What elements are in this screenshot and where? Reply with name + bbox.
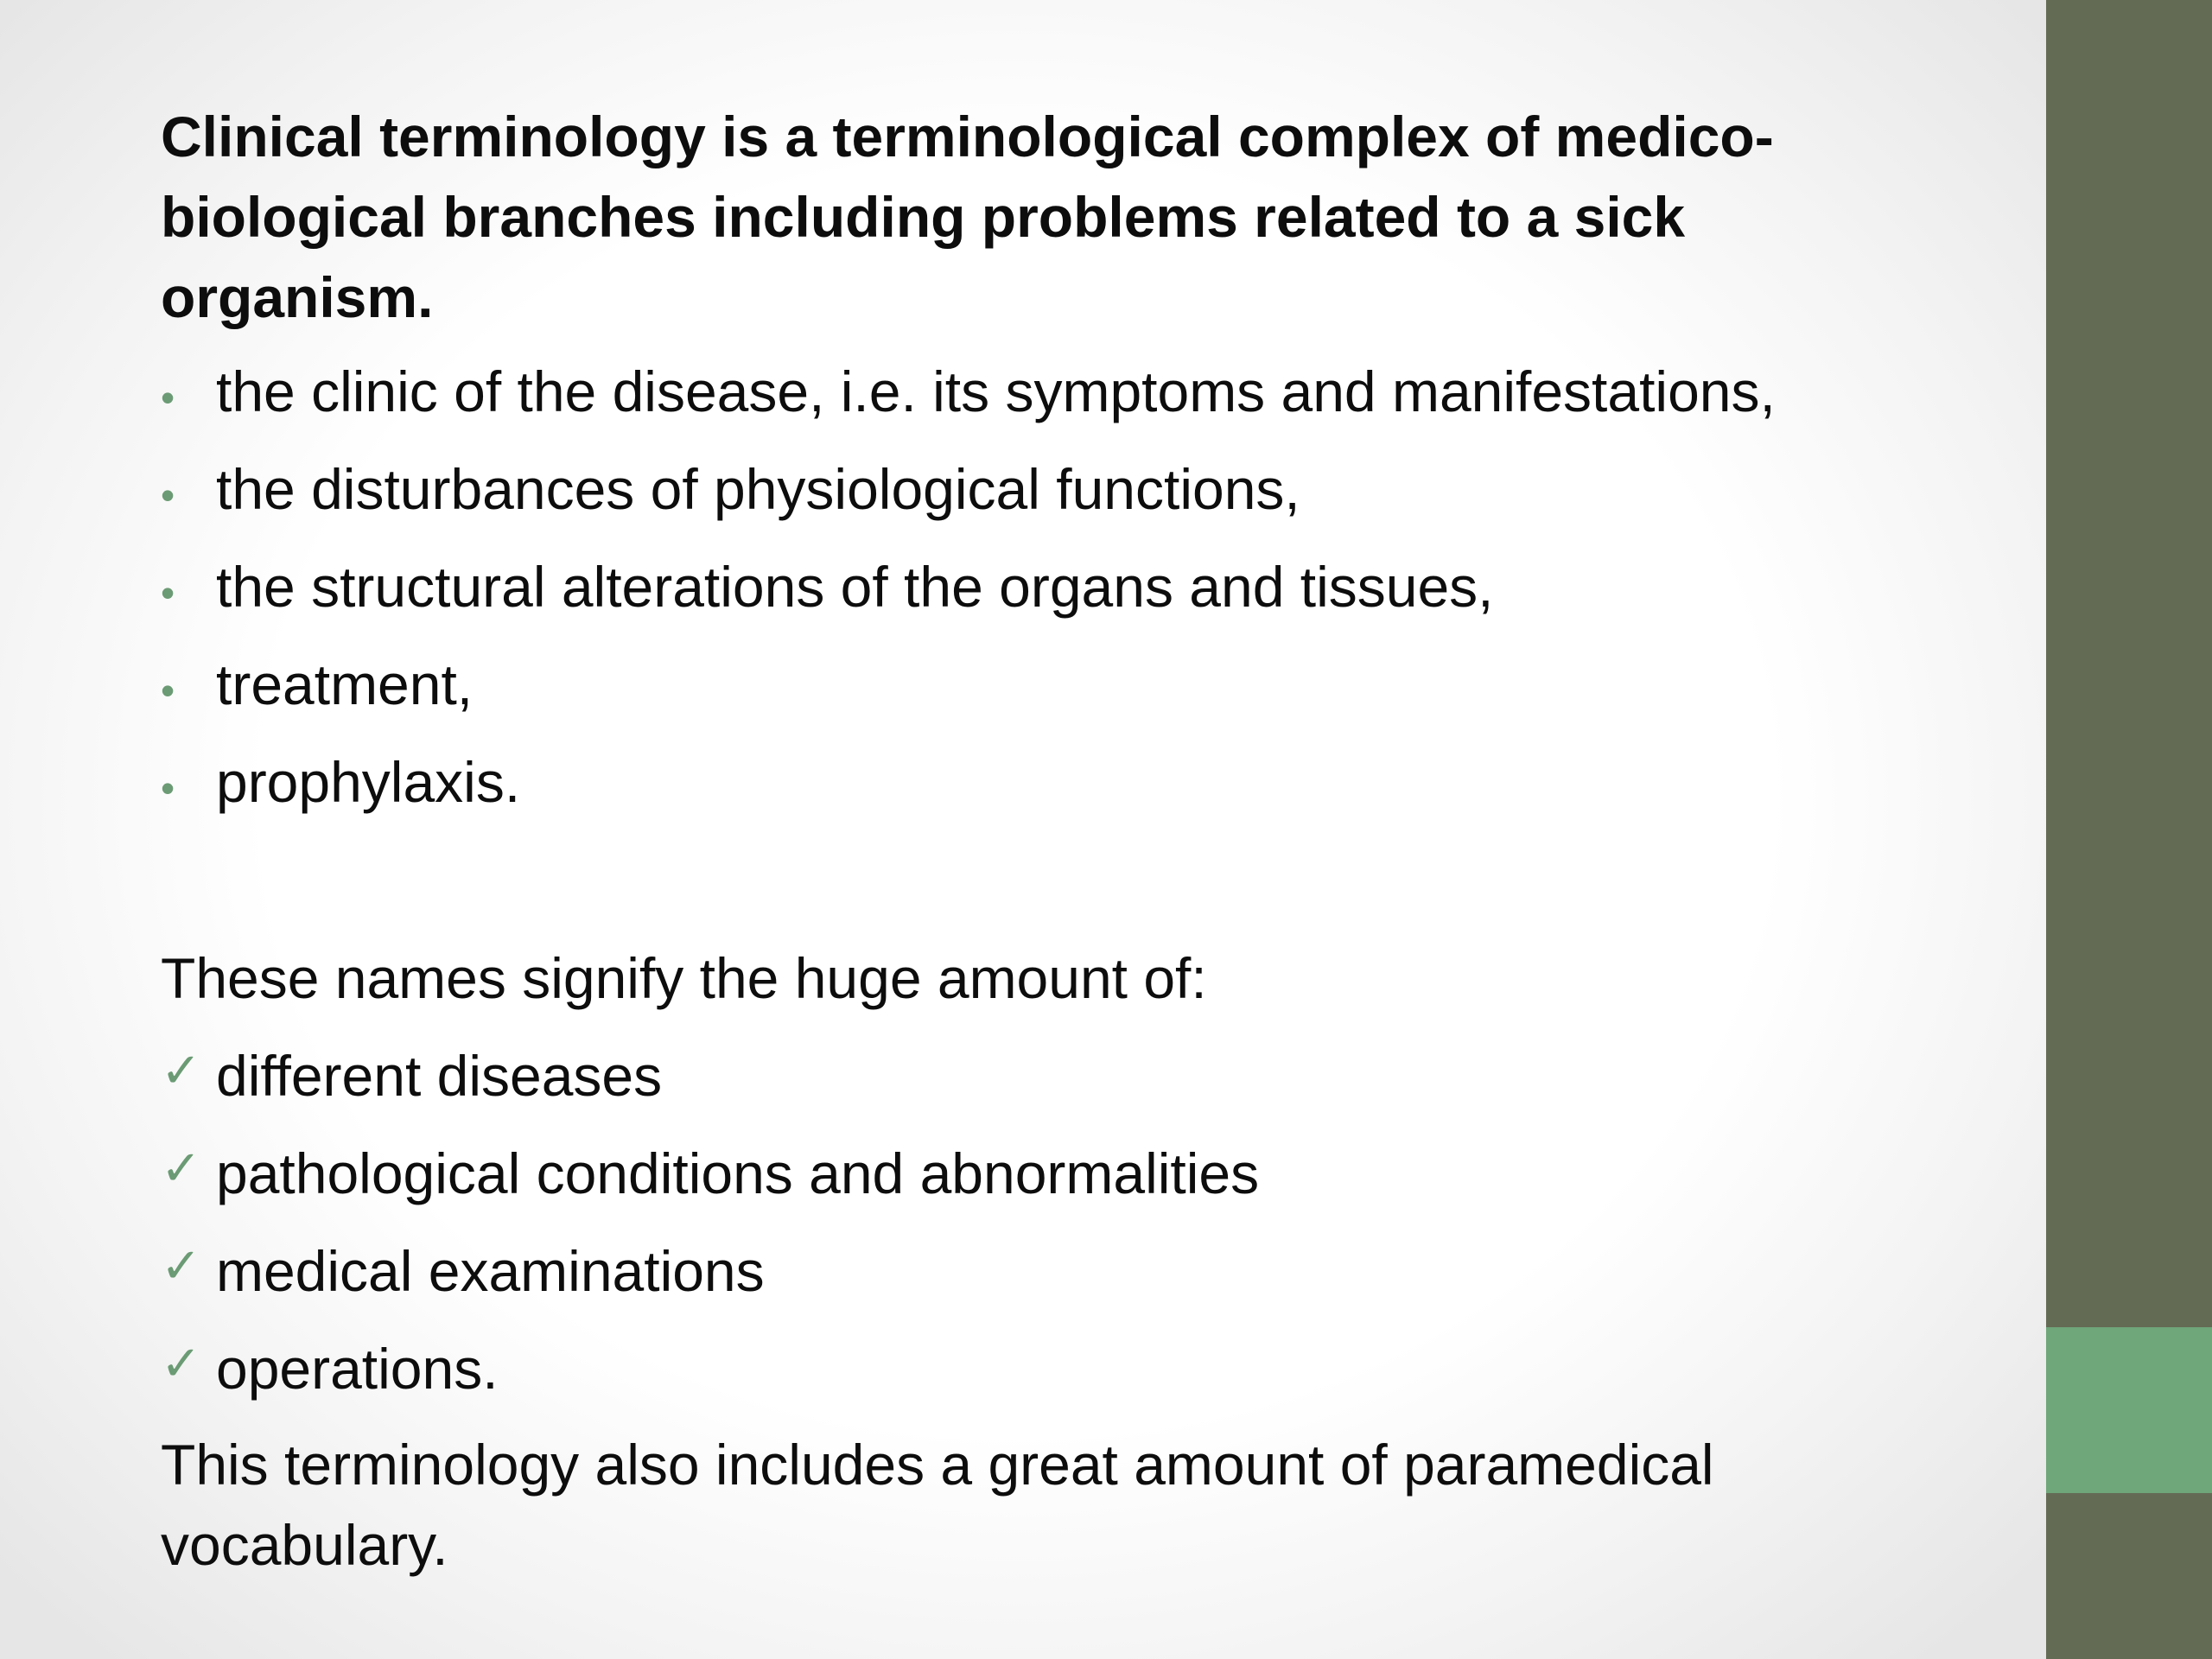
spacer — [161, 831, 2018, 930]
bullet-list — [161, 343, 2018, 831]
check-list — [161, 1027, 2018, 1418]
check-item — [161, 1125, 2018, 1223]
bullet-item — [161, 734, 2018, 831]
check-text: operations. — [216, 1337, 499, 1401]
checkmark-icon: ✓ — [161, 1043, 201, 1099]
check-text: different diseases — [216, 1044, 663, 1108]
bullet-dot-icon: • — [161, 766, 175, 810]
closing-sentence: This terminology also includes a great amount of paramedical vocabulary. — [161, 1433, 1714, 1577]
lead-sentence: These names signify the huge amount of: — [161, 946, 1207, 1010]
check-text: medical examinations — [216, 1239, 765, 1303]
check-item — [161, 1027, 2018, 1125]
bullet-dot-icon: • — [161, 473, 175, 518]
slide-content — [161, 97, 2018, 1586]
check-item — [161, 1223, 2018, 1320]
bullet-dot-icon: • — [161, 668, 175, 713]
bullet-text: treatment, — [216, 652, 474, 716]
checkmark-icon: ✓ — [161, 1141, 201, 1197]
checkmark-icon: ✓ — [161, 1336, 201, 1392]
bullet-item — [161, 343, 2018, 441]
intro-definition: Clinical terminology is a terminological complex of medico-biological branches including problems related to a sick organism. — [161, 105, 1774, 329]
bullet-dot-icon: • — [161, 375, 175, 420]
bullet-item — [161, 636, 2018, 734]
bullet-text: the structural alterations of the organs and tissues, — [216, 555, 1494, 619]
bullet-text: the disturbances of physiological functions, — [216, 457, 1300, 521]
bullet-dot-icon: • — [161, 570, 175, 615]
check-item — [161, 1320, 2018, 1418]
check-text: pathological conditions and abnormalities — [216, 1141, 1260, 1205]
bullet-text: the clinic of the disease, i.e. its symptoms and manifestations, — [216, 359, 1776, 423]
bullet-item — [161, 538, 2018, 636]
side-accent-block — [2046, 1327, 2212, 1493]
checkmark-icon: ✓ — [161, 1238, 201, 1294]
bullet-text: prophylaxis. — [216, 750, 521, 814]
bullet-item — [161, 441, 2018, 538]
